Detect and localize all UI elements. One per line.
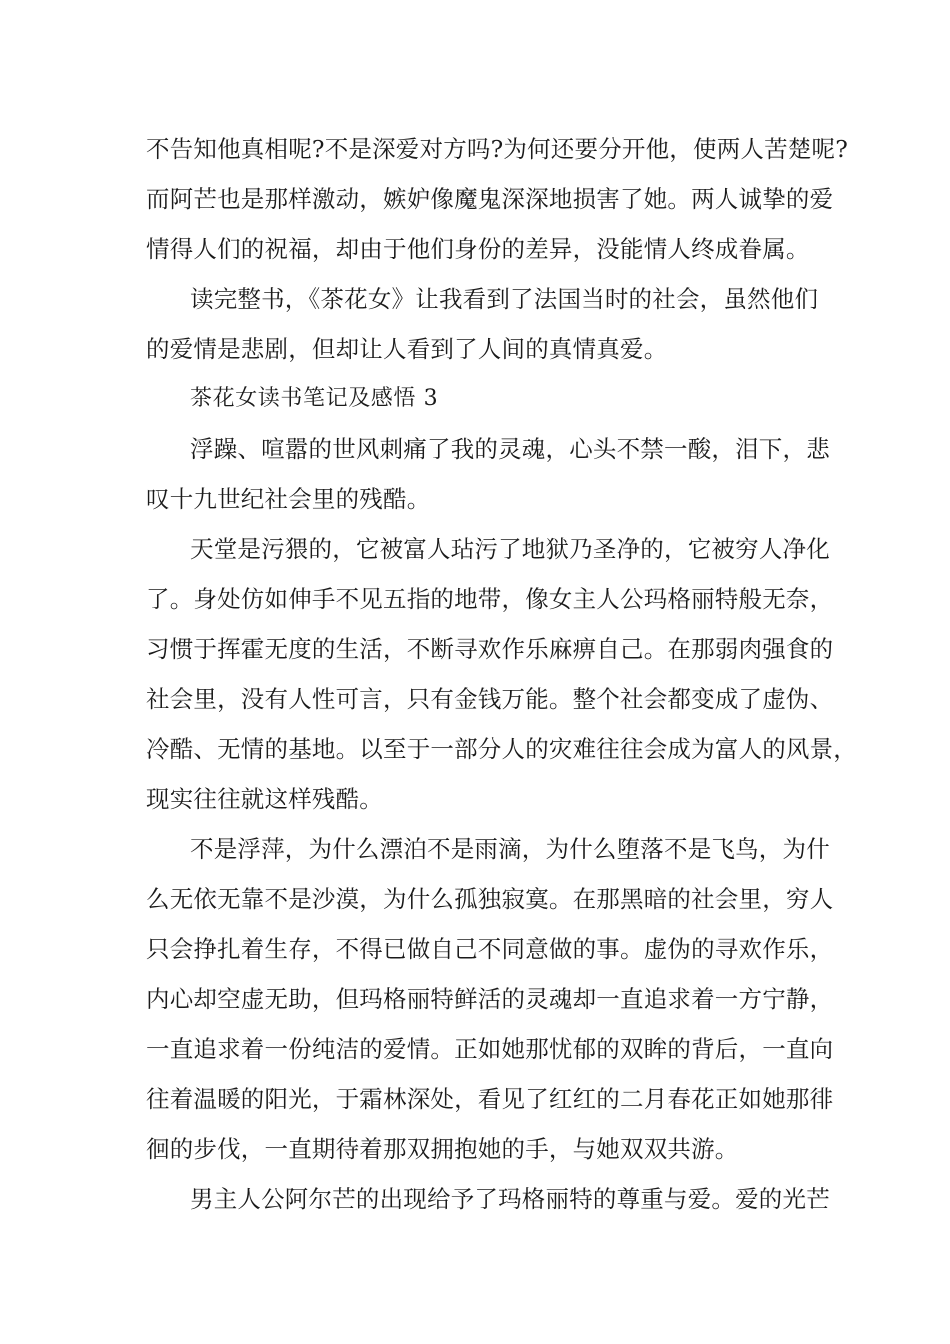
text-line: 的爱情是悲剧，但却让人看到了人间的真情真爱。 [146,335,668,363]
paragraph-first-line: 浮躁、喧嚣的世风刺痛了我的灵魂，心头不禁一酸，泪下，悲 [190,435,830,463]
text-line: 而阿芒也是那样激动，嫉妒像魔鬼深深地损害了她。两人诚挚的爱 [146,185,834,213]
text-line: 往着温暖的阳光，于霜林深处，看见了红红的二月春花正如她那徘 [146,1085,834,1113]
paragraph-first-line: 天堂是污猥的，它被富人玷污了地狱乃圣净的，它被穷人净化 [190,535,830,563]
text-line: 一直追求着一份纯洁的爱情。正如她那忧郁的双眸的背后，一直向 [146,1035,834,1063]
text-line: 情得人们的祝福，却由于他们身份的差异，没能情人终成眷属。 [146,235,810,263]
paragraph-first-line: 不是浮萍，为什么漂泊不是雨滴，为什么堕落不是飞鸟，为什 [190,835,830,863]
text-line: 了。身处仿如伸手不见五指的地带，像女主人公玛格丽特般无奈， [146,585,834,613]
text-line: 社会里，没有人性可言，只有金钱万能。整个社会都变成了虚伪、 [146,685,834,713]
text-line: 冷酷、无情的基地。以至于一部分人的灾难往往会成为富人的风景， [146,735,857,763]
text-line: 徊的步伐，一直期待着那双拥抱她的手，与她双双共游。 [146,1135,739,1163]
section-heading: 茶花女读书笔记及感悟 3 [190,386,439,411]
text-line: 内心却空虚无助，但玛格丽特鲜活的灵魂却一直追求着一方宁静， [146,985,834,1013]
text-line: 现实往往就这样残酷。 [146,785,383,813]
text-line: 只会挣扎着生存，不得已做自己不同意做的事。虚伪的寻欢作乐， [146,935,834,963]
text-line: 习惯于挥霍无度的生活，不断寻欢作乐麻痹自己。在那弱肉强食的 [146,635,834,663]
text-line: 么无依无靠不是沙漠，为什么孤独寂寞。在那黑暗的社会里，穷人 [146,885,834,913]
paragraph-first-line: 男主人公阿尔芒的出现给予了玛格丽特的尊重与爱。爱的光芒 [190,1185,830,1213]
text-line: 不告知他真相呢?不是深爱对方吗?为何还要分开他，使两人苦楚呢? [146,135,848,163]
text-line: 叹十九世纪社会里的残酷。 [146,485,431,513]
paragraph-first-line: 读完整书，《茶花女》让我看到了法国当时的社会，虽然他们 [190,285,819,313]
